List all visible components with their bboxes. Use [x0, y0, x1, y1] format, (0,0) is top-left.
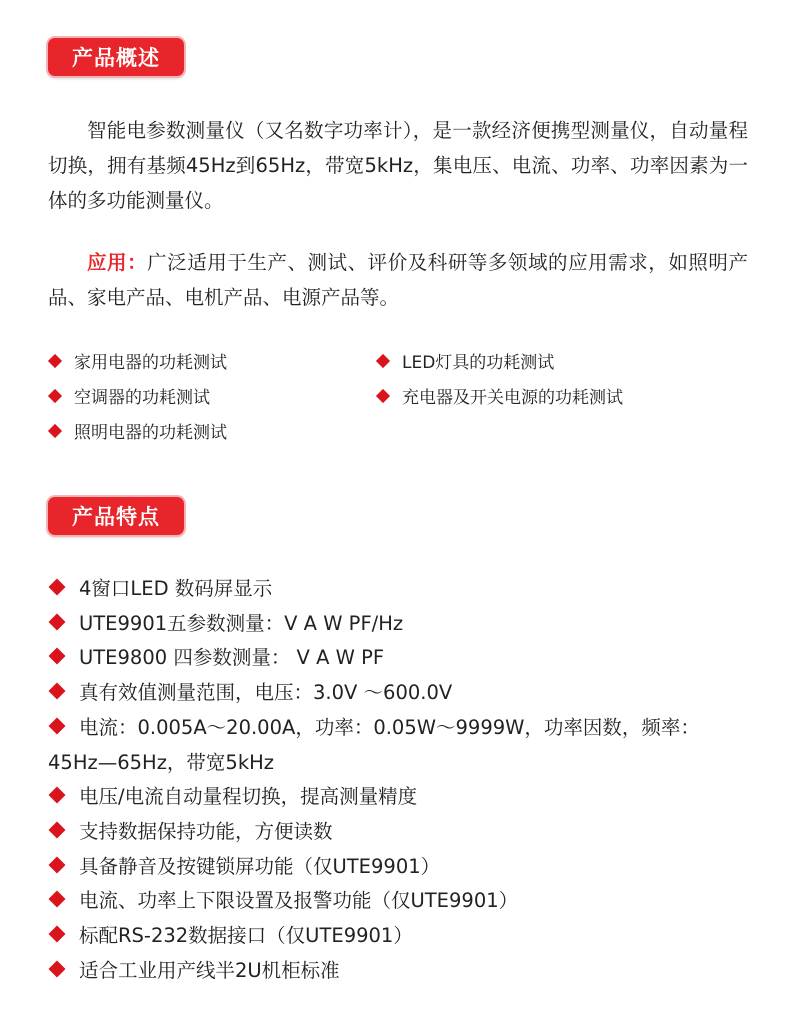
- diamond-bullet-icon: [49, 926, 66, 943]
- diamond-bullet-icon: [376, 388, 390, 402]
- use-item-home-appliance: [50, 348, 227, 373]
- feature-text: 标配RS-232数据接口（仅UTE9901）: [79, 924, 413, 947]
- use-item-charger: [378, 383, 623, 408]
- diamond-bullet-icon: [49, 579, 66, 596]
- use-item-air-conditioner: [50, 383, 210, 408]
- feature-text: 具备静音及按键锁屏功能（仅UTE9901）: [79, 855, 441, 878]
- diamond-bullet-icon: [49, 787, 66, 804]
- feature-item: [48, 675, 748, 710]
- use-item-label: 空调器的功耗测试: [74, 388, 210, 408]
- use-item-label: 照明电器的功耗测试: [74, 423, 227, 443]
- application-label: 应用：: [87, 251, 148, 274]
- diamond-bullet-icon: [49, 718, 66, 735]
- diamond-bullet-icon: [48, 423, 62, 437]
- application-text: 广泛适用于生产、测试、评价及科研等多领域的应用需求，如照明产品、家电产品、电机产品、电源产品等。: [48, 251, 748, 309]
- feature-text: UTE9800 四参数测量： V A W PF: [79, 646, 385, 669]
- feature-item: [48, 640, 748, 675]
- use-item-label: LED灯具的功耗测试: [402, 353, 555, 373]
- feature-item: [48, 779, 748, 814]
- feature-item: [48, 918, 748, 953]
- diamond-bullet-icon: [49, 857, 66, 874]
- feature-text: 真有效值测量范围，电压：3.0V ～600.0V: [79, 681, 453, 704]
- diamond-bullet-icon: [48, 388, 62, 402]
- feature-item: [48, 571, 748, 606]
- feature-text: 适合工业用产线半2U机柜标准: [79, 959, 340, 982]
- feature-item: [48, 606, 748, 641]
- feature-item: [48, 710, 748, 745]
- diamond-bullet-icon: [49, 614, 66, 631]
- feature-text: 4窗口LED 数码屏显示: [79, 577, 273, 600]
- feature-item: [48, 883, 748, 918]
- diamond-bullet-icon: [49, 648, 66, 665]
- application-paragraph: [48, 245, 748, 315]
- feature-text: 45Hz—65Hz，带宽5kHz: [48, 751, 275, 774]
- overview-intro-paragraph: 智能电参数测量仪（又名数字功率计），是一款经济便携型测量仪，自动量程切换，拥有基频45Hz到65Hz，带宽5kHz，集电压、电流、功率、功率因素为一体的多功能测量仪。: [48, 119, 748, 212]
- feature-item: [48, 849, 748, 884]
- use-item-label: 充电器及开关电源的功耗测试: [402, 388, 623, 408]
- feature-text: 电流：0.005A～20.00A，功率：0.05W～9999W，功率因数，频率：: [79, 716, 700, 739]
- diamond-bullet-icon: [49, 683, 66, 700]
- overview-section-tag: 产品概述: [48, 38, 184, 76]
- use-item-lighting: [50, 418, 227, 443]
- feature-text: 电压/电流自动量程切换，提高测量精度: [79, 785, 418, 808]
- feature-text: 支持数据保持功能，方便读数: [79, 820, 333, 843]
- feature-text: 电流、功率上下限设置及报警功能（仅UTE9901）: [79, 889, 519, 912]
- diamond-bullet-icon: [49, 822, 66, 839]
- feature-text: UTE9901五参数测量：V A W PF/Hz: [79, 612, 404, 635]
- use-item-label: 家用电器的功耗测试: [74, 353, 227, 373]
- feature-item-continuation: [48, 745, 748, 780]
- use-item-led-lamp: [378, 348, 554, 373]
- diamond-bullet-icon: [49, 891, 66, 908]
- diamond-bullet-icon: [48, 353, 62, 367]
- features-section-tag: 产品特点: [48, 497, 184, 535]
- diamond-bullet-icon: [49, 961, 66, 978]
- feature-item: [48, 953, 748, 988]
- diamond-bullet-icon: [376, 353, 390, 367]
- feature-item: [48, 814, 748, 849]
